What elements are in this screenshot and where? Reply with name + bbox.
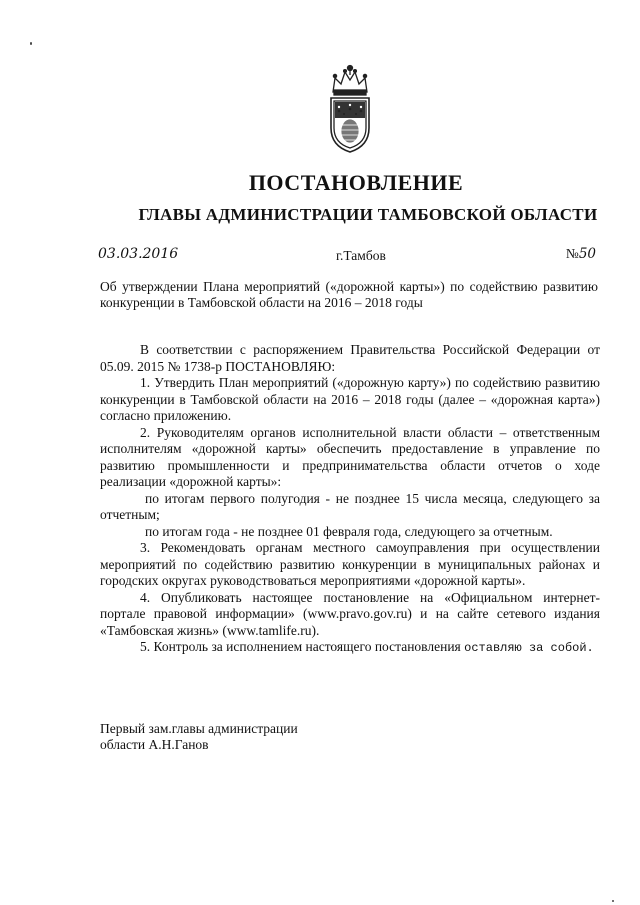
signature-block [100,721,298,753]
scan-speck [612,900,614,902]
document-number [566,246,596,262]
preamble-paragraph: В соответствии с распоряжением Правительства Российской Федерации от 05.09. 2015 № 1738-р ПОСТАНОВЛЯЮ: [100,342,600,374]
item-5-typed-ending: оставляю за собой. [464,641,594,655]
scan-speck [30,42,32,45]
document-subtitle: ГЛАВЫ АДМИНИСТРАЦИИ ТАМБОВСКОЙ ОБЛАСТИ [138,205,598,224]
number-value: 50 [578,246,596,262]
item-4-paragraph: 4. Опубликовать настоящее постановление на «Официальном интернет-портале правовой информации» (www.pravo.gov.ru) и на сайте сетевого издания «Тамбовская жизнь» (www.tamlife.ru). [100,589,600,638]
signatory-position: Первый зам.главы администрации [100,721,298,736]
item-5-text: 5. Контроль за исполнением настоящего постановления [140,639,461,654]
item-2-paragraph: 2. Руководителям органов исполнительной власти области – ответственным исполнителям «дорожной карты» обеспечить предоставление в управление по развитию промышленности и предпринимательства области отчетов о ходе реализации «дорожной карты»: [100,424,600,489]
tambov-coat-of-arms-icon [325,62,375,154]
item-2-sub-2-paragraph: по итогам года - не позднее 01 февраля года, следующего за отчетным. [145,523,553,539]
document-city: г.Тамбов [336,248,386,263]
document-title: ПОСТАНОВЛЕНИЕ [248,170,464,195]
item-2-sub-1-paragraph: по итогам первого полугодия - не позднее 15 числа месяца, следующего за отчетным; [100,490,600,522]
item-3-paragraph: 3. Рекомендовать органам местного самоуправления при осуществлении мероприятий по содействию развитию конкуренции в муниципальных районах и городских округах руководствоваться мероприятиями «дорожной карты». [100,540,600,588]
signatory-name: области А.Н.Ганов [100,737,209,752]
dateline [98,246,598,268]
document-body [100,342,600,657]
item-5-paragraph [100,639,600,657]
number-prefix: № [565,246,579,261]
document-date: 03.03.2016 [98,246,179,262]
item-1-paragraph: 1. Утвердить План мероприятий («дорожную карту») по содействию развитию конкуренции в Тамбовской области на 2016 – 2018 годы (далее – «дорожная карта») согласно приложению. [100,375,600,423]
document-subject: Об утверждении Плана мероприятий («дорожной карты») по содействию развитию конкуренции в Тамбовской области на 2016 – 2018 годы [100,279,598,310]
